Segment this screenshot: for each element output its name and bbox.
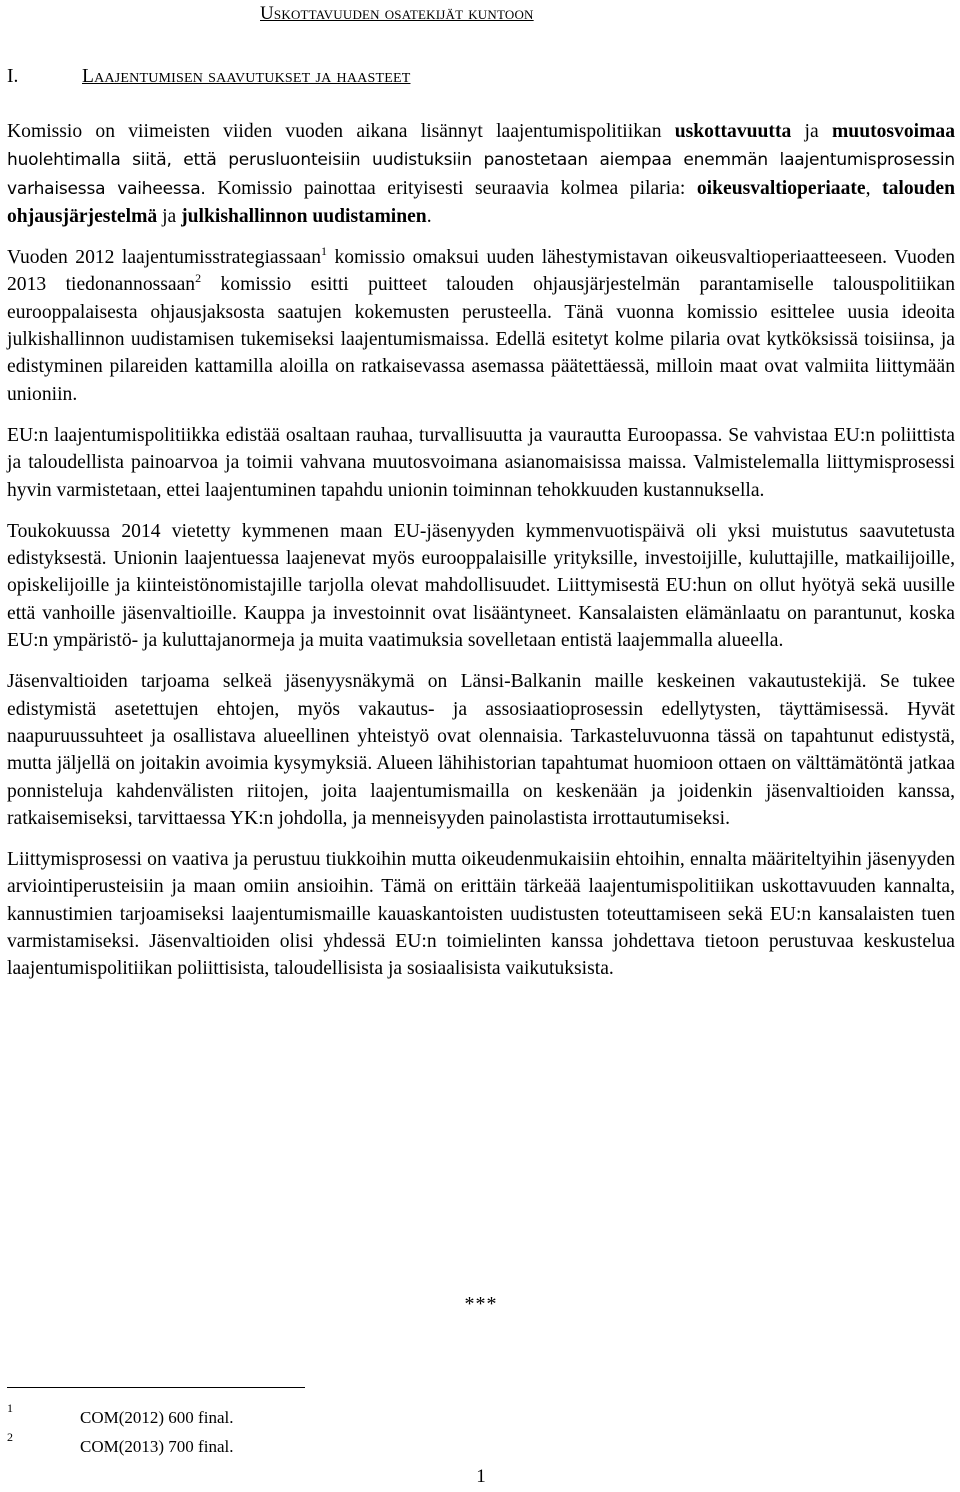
footnote-1-number: 1 — [7, 1401, 13, 1415]
p1-text-1: Komissio on viimeisten viiden vuoden aikana lisännyt laajentumispolitiikan — [7, 121, 675, 142]
footnote-divider — [7, 1387, 305, 1388]
paragraph-4: Toukokuussa 2014 vietetty kymmenen maan EU-jäsenyyden kymmenvuotispäivä oli yksi muistutus saavutetusta edistyksestä. Unionin laajentuessa laajenevat myös eurooppalaisille yrityksille, investoijille, kuluttajille, matkailijoille, opiskelijoille ja kiinteistönomistajille tarjolla olevat mahdollisuudet. Liittymisestä EU:hun on ollut hyötyä sekä uusille että vanhoille jäsenvaltioille. Kauppa ja investoinnit ovat lisääntyneet. Kansalaisten elämänlaatu on parantunut, koska EU:n ympäristö- ja kuluttajanormeja ja muita vaatimuksia sovelletaan entistä laajemmalla alueella. — [7, 520, 955, 652]
p1-bold-economic-governance: talouden ohjausjärjestelmä — [7, 177, 956, 227]
footnote-ref-1: 1 — [321, 244, 328, 259]
p1-bold-rule-of-law: oikeusvaltioperiaate — [696, 177, 866, 199]
p1-bold-transformative-power: muutosvoimaa — [831, 121, 955, 142]
p2-text-3: komissio esitti puitteet talouden ohjausjärjestelmän parantamiselle talouspolitiikan eurooppalaisesta ohjausjaksosta saatujen kokemusten perusteella. Tänä vuonna komissio esittelee uusia ideoita julkishallinnon uudistamisen tukemiseksi laajentumismaissa. Edellä esitetyt kolme pilaria ovat kytköksissä toisiinsa, ja edistyminen pilareiden kattamilla aloilla on ratkaisevassa asemassa päätettäessä, milloin maat ovat valmiita liittymään unioniin. — [7, 274, 955, 405]
p2-text-2: komissio omaksui uuden lähestymistavan oikeusvaltioperiaatteeseen. Vuoden 2013 tiedonannossaan — [7, 247, 955, 296]
paragraph-1 — [7, 118, 955, 230]
page-number: 1 — [476, 1466, 486, 1487]
footnote-2-number: 2 — [7, 1430, 13, 1444]
p1-text-4: Komissio painottaa erityisesti seuraavia kolmea pilaria: — [205, 177, 697, 199]
p1-text-5: , — [865, 177, 883, 199]
paragraph-6: Liittymisprosessi on vaativa ja perustuu tiukkoihin mutta oikeudenmukaisiin ehtoihin, ennalta määriteltyihin jäsenyyden arviointiperusteisiin ja maan omiin ansioihin. Tämä on erittäin tärkeää laajentumispolitiikan uskottavuuden kannalta, kannustimien tarjoamiseksi laajentumismaille kauaskantoisten uudistusten toteuttamiseen sekä EU:n kansalaisten tuen varmistamiseksi. Jäsenvaltioiden olisi yhdessä EU:n toimielinten kanssa johdettava tietoon perustuvaa keskustelua laajentumispolitiikan poliittisista, taloudellisista ja sosiaalisista vaikutuksista. — [7, 849, 955, 980]
document-title: Uskottavuuden osatekijät kuntoon — [260, 3, 534, 24]
body-text — [7, 118, 955, 997]
footnote-2-text: COM(2013) 700 final. — [80, 1437, 234, 1456]
section-title: Laajentumisen saavutukset ja haasteet — [82, 66, 411, 87]
paragraph-3: EU:n laajentumispolitiikka edistää osaltaan rauhaa, turvallisuutta ja vaurautta Euroopassa. Se vahvistaa EU:n poliittista ja taloudellista painoarvoa ja toimii vahvana muutosvoimana asianomaisissa maissa. Valmistelemalla liittymisprosessi hyvin varmistetaan, ettei laajentuminen tapahdu unionin toiminnan tehokkuuden kustannuksella. — [7, 424, 955, 501]
p1-bold-credibility: uskottavuutta — [674, 121, 792, 142]
paragraph-2 — [7, 244, 955, 408]
p1-text-7: . — [426, 205, 432, 227]
p1-text-6: ja — [157, 205, 182, 227]
footnote-ref-2: 2 — [195, 271, 202, 286]
footnote-1-text: COM(2012) 600 final. — [80, 1408, 234, 1427]
section-separator: *** — [464, 1293, 498, 1315]
p1-bold-public-administration: julkishallinnon uudistaminen — [181, 205, 427, 227]
p1-text-3: huolehtimalla siitä, että perusluonteisiin uudistuksiin panostetaan aiempaa enemmän laajentumisprosessin varhaisessa vaiheessa. — [7, 150, 955, 199]
section-number: I. — [7, 66, 19, 87]
p2-text-1: Vuoden 2012 laajentumisstrategiassaan — [7, 247, 322, 269]
paragraph-5: Jäsenvaltioiden tarjoama selkeä jäsenyysnäkymä on Länsi-Balkanin maille keskeinen vakautustekijä. Se tukee edistymistä asetettujen ehtojen, myös vakautus- ja assosiaatioprosessin edellytysten, täyttämisessä. Hyvät naapuruussuhteet ja osallistava alueellinen yhteistyö ovat olennaisia. Tarkasteluvuonna tässä on tapahtunut edistystä, mutta jäljellä on joitakin avoimia kysymyksiä. Alueen lähihistorian tapahtumat huomioon ottaen on välttämätöntä jatkaa ponnisteluja kahdenvälisten riitojen, joita laajentumismailla on keskenään ja joidenkin jäsenvaltioiden kanssa, ratkaisemiseksi, tarvittaessa YK:n johdolla, ja menneisyyden painolastista irrottautumiseksi. — [7, 671, 955, 829]
p1-text-2: ja — [791, 121, 832, 142]
